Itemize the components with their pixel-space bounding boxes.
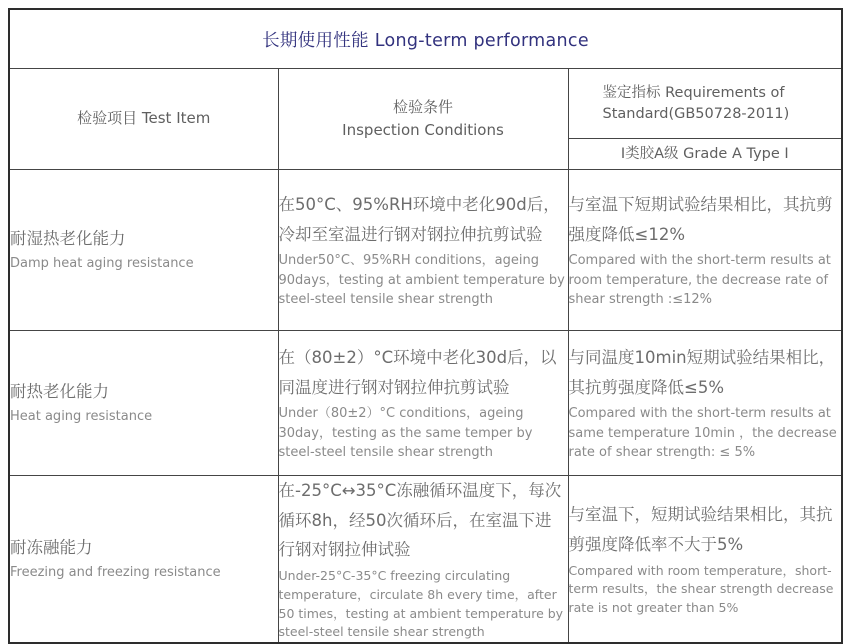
item-en: Freezing and freezing resistance bbox=[10, 564, 221, 580]
condition-en: Under50°C、95%RH conditions，ageing 90days，testing at ambient temperature by steel-steel tensile shear strength bbox=[278, 253, 565, 308]
condition-zh: 在-25°C↔35°C冻融循环温度下，每次循环8h，经50次循环后，在室温下进行钢对钢拉伸试验 bbox=[278, 481, 562, 560]
table-title-cell bbox=[9, 9, 842, 69]
item-zh: 耐冻融能力 bbox=[10, 537, 93, 557]
cell-requirement-heat-aging bbox=[568, 331, 842, 476]
long-term-performance-table bbox=[8, 8, 843, 644]
header-inspection-conditions-en: Inspection Conditions bbox=[342, 121, 504, 139]
item-en: Damp heat aging resistance bbox=[10, 255, 194, 271]
condition-en: Under（80±2）°C conditions，ageing 30day，testing as the same temper by steel-steel tensile shear strength bbox=[278, 406, 533, 461]
condition-en: Under-25°C-35°C freezing circulating temperature，circulate 8h every time，after 50 times，testing at ambient temperature by steel-steel tensile shear strength bbox=[278, 568, 564, 640]
requirement-zh: 与同温度10min短期试验结果相比，其抗剪强度降低≤5% bbox=[568, 348, 836, 397]
page-title: 长期使用性能 Long-term performance bbox=[262, 30, 589, 51]
requirement-en: Compared with the short-term results at room temperature, the decrease rate of shear strength :≤12% bbox=[568, 253, 831, 308]
item-zh: 耐热老化能力 bbox=[10, 381, 109, 401]
cell-item-freezing bbox=[9, 476, 278, 644]
header-requirements bbox=[568, 69, 842, 139]
condition-zh: 在（80±2）°C环境中老化30d后，以同温度进行钢对钢拉伸抗剪试验 bbox=[278, 348, 557, 397]
requirement-en: Compared with room temperature，short-term results，the shear strength decrease rate is not greater than 5% bbox=[568, 562, 834, 616]
cell-item-damp-heat bbox=[9, 170, 278, 331]
table-row bbox=[9, 170, 842, 331]
requirement-zh: 与室温下，短期试验结果相比，其抗剪强度降低率不大于5% bbox=[568, 505, 833, 554]
cell-requirement-damp-heat bbox=[568, 170, 842, 331]
condition-zh: 在50°C、95%RH环境中老化90d后，冷却至室温进行钢对钢拉伸抗剪试验 bbox=[278, 195, 560, 244]
header-test-item-label: 检验项目 Test Item bbox=[77, 109, 211, 128]
item-en: Heat aging resistance bbox=[10, 408, 153, 424]
cell-condition-heat-aging bbox=[278, 331, 568, 476]
cell-item-heat-aging bbox=[9, 331, 278, 476]
cell-condition-damp-heat bbox=[278, 170, 568, 331]
cell-requirement-freezing bbox=[568, 476, 842, 644]
header-grade bbox=[568, 139, 842, 170]
cell-condition-freezing bbox=[278, 476, 568, 644]
requirement-zh: 与室温下短期试验结果相比，其抗剪强度降低≤12% bbox=[568, 195, 833, 244]
header-inspection-conditions bbox=[278, 69, 568, 170]
header-test-item bbox=[9, 69, 278, 170]
header-inspection-conditions-zh: 检验条件 bbox=[392, 97, 453, 116]
item-zh: 耐湿热老化能力 bbox=[10, 228, 126, 248]
requirement-en: Compared with the short-term results at same temperature 10min ，the decrease rate of shear strength: ≤ 5% bbox=[568, 406, 837, 461]
table-row bbox=[9, 331, 842, 476]
table-row bbox=[9, 476, 842, 644]
header-grade-label: Ⅰ类胶A级 Grade A Type Ⅰ bbox=[620, 145, 789, 162]
header-requirements-label: 鉴定指标 Requirements of Standard(GB50728-2011) bbox=[602, 84, 790, 122]
